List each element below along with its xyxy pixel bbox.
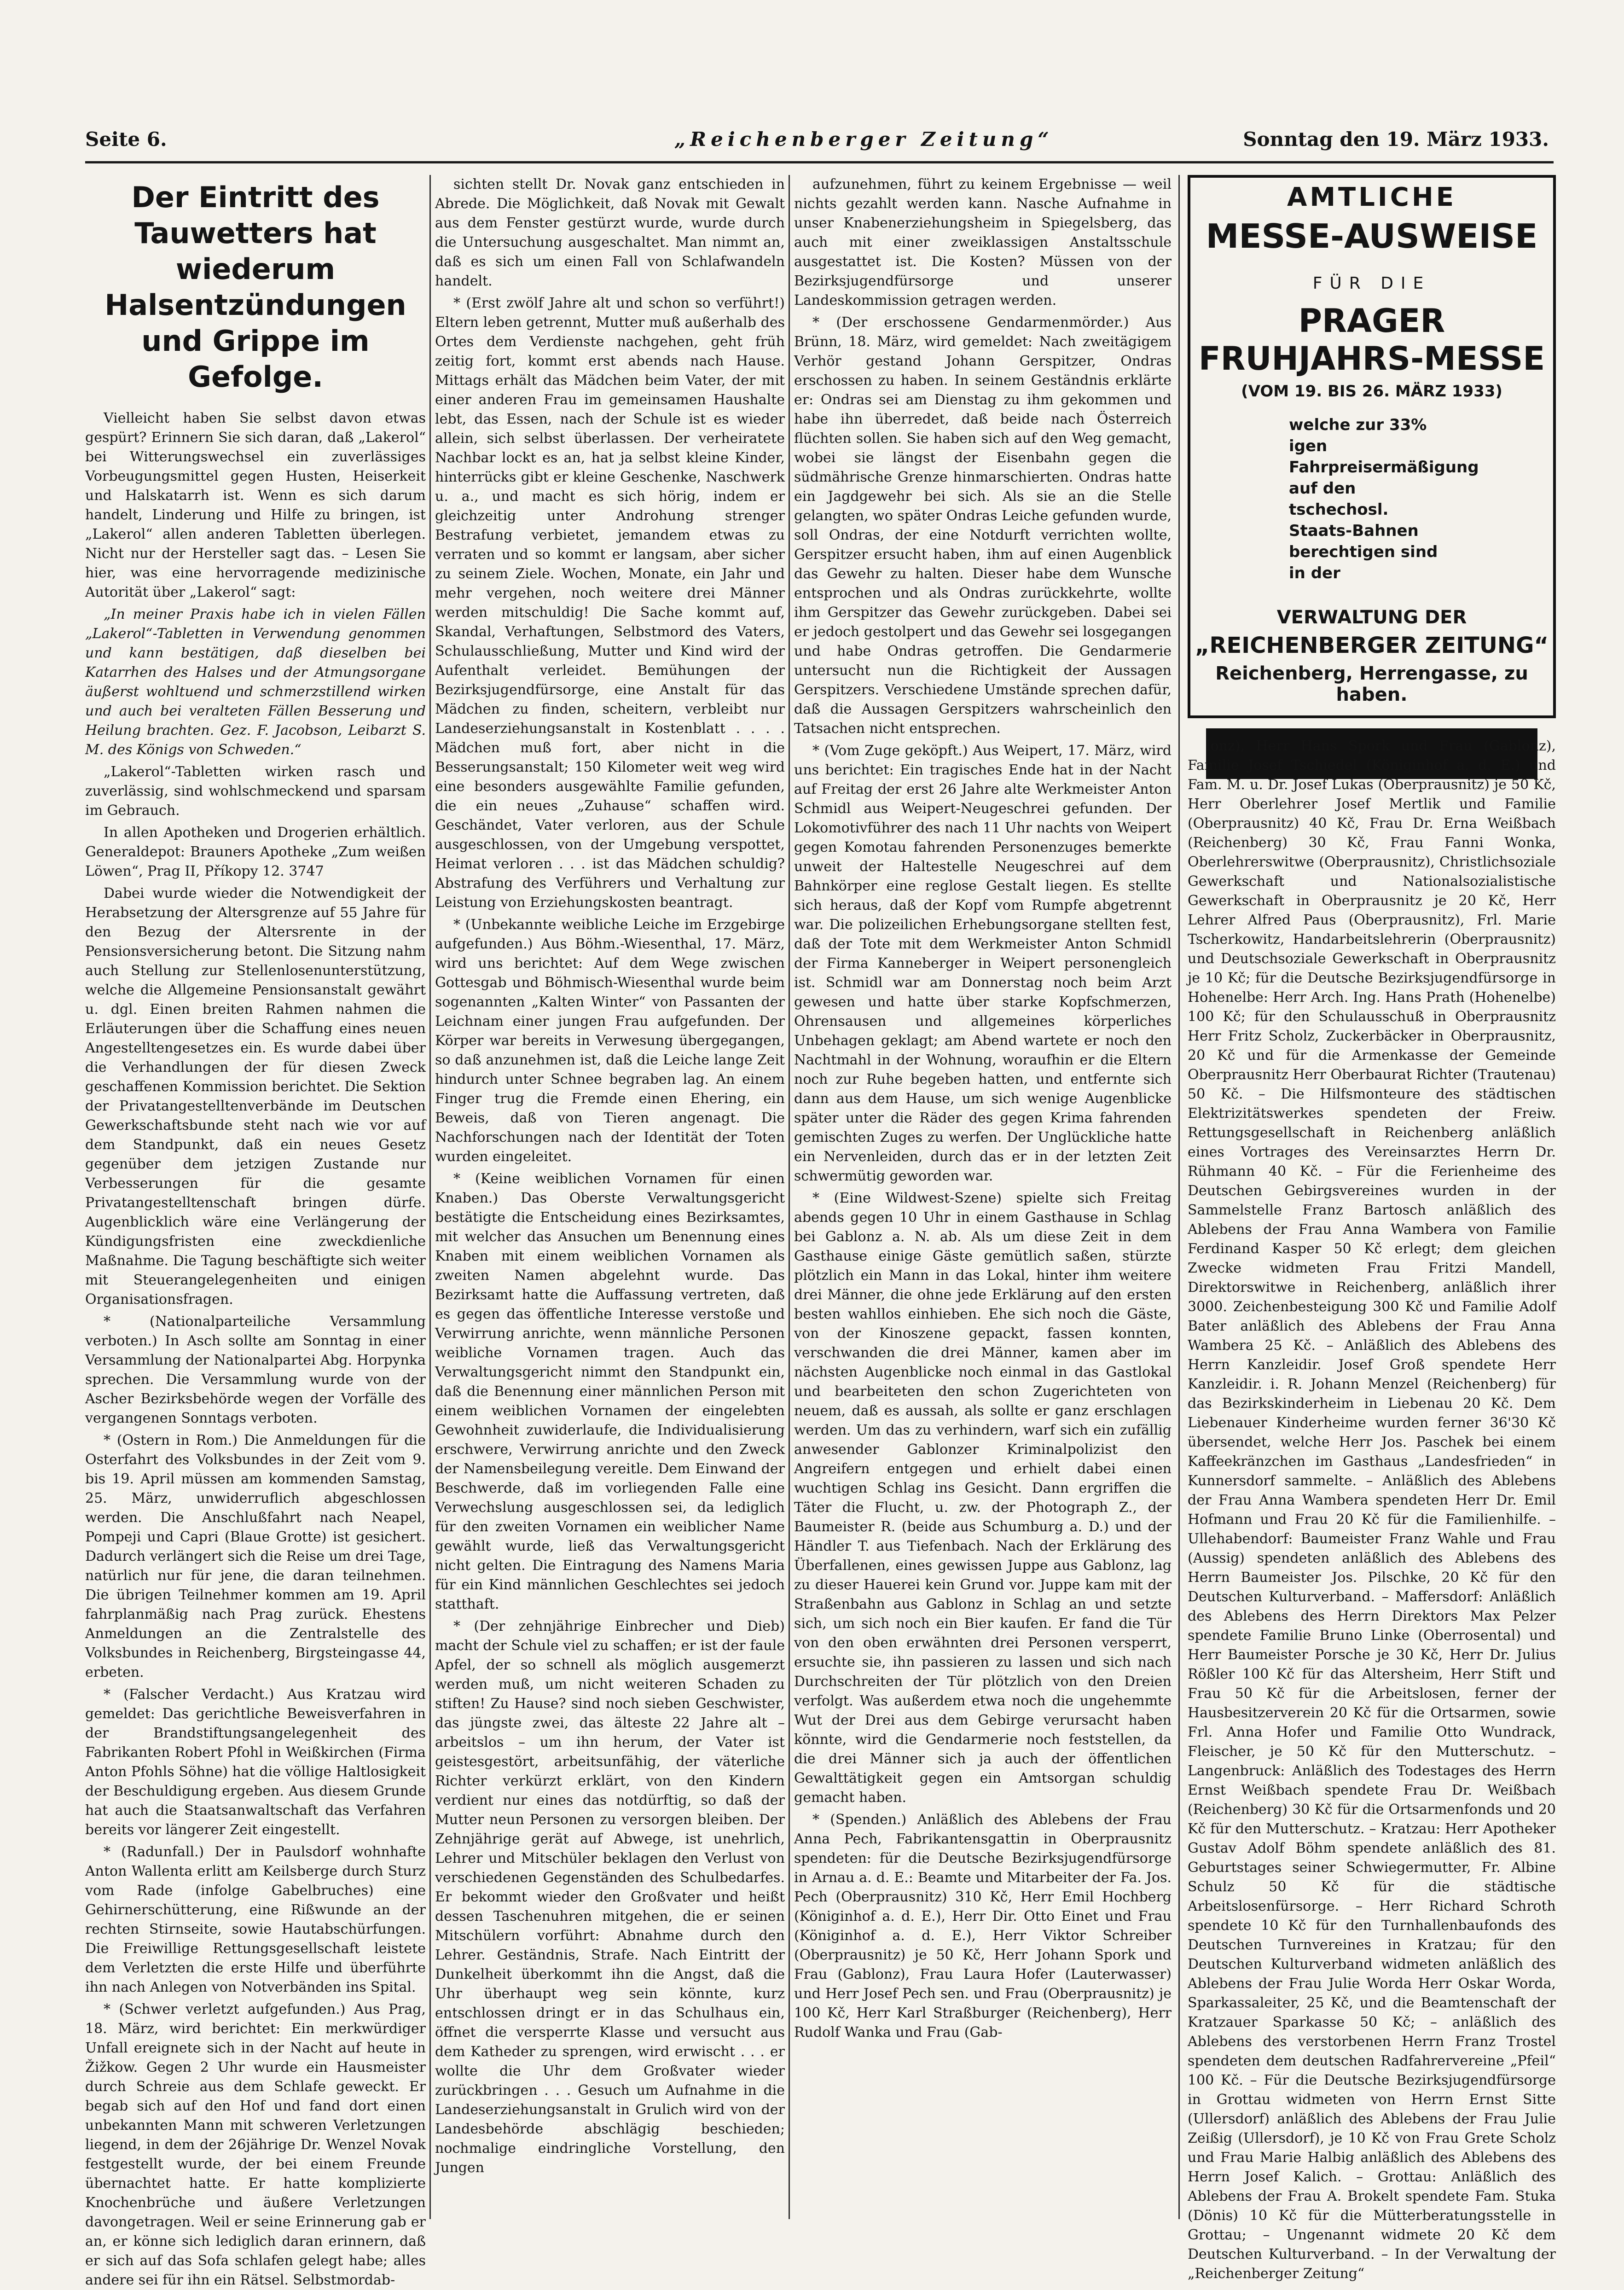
column-4 xyxy=(1188,737,1556,2282)
ad-line: AMTLICHE xyxy=(1287,182,1456,212)
article-quote: „In meiner Praxis habe ich in vielen Fällen „Lakerol“-Tabletten in Verwendung genommen und kann bestätigen, daß dieselben bei Katarrhen des Halses und der Atmungsorgane äußerst wohltuend und schmerzstillend wirken und auch bei veralteten Fällen Besserung und Heilung brachten. Gez. F. Jacobson, Leibarzt S. M. des Königs von Schweden.“ xyxy=(85,606,426,758)
article-paragraph: Vielleicht haben Sie selbst davon etwas gespürt? Erinnern Sie sich daran, daß „Lakerol“ bei Witterungswechsel ein zuverlässiges Vorbeugungsmittel gegen Husten, Heiserkeit und Halskatarrh ist. Wenn es sich darum handelt, Linderung und Hilfe zu bringen, ist „Lakerol“ allen anderen Tabletten überlegen. Nicht nur der Hersteller sagt das. – Lesen Sie hier, was eine hervorragende medizinische Autorität über „Lakerol“ sagt: xyxy=(85,410,426,600)
column-3 xyxy=(794,175,1172,2219)
ad-line: „REICHENBERGER ZEITUNG“ xyxy=(1195,633,1549,658)
article-paragraph: * (Spenden.) Anläßlich des Ablebens der Frau Anna Pech, Fabrikantensgattin in Oberprausnitz spendeten: für die Deutsche Bezirksjugendfürsorge in Arnau a. d. E.: Beamte und Mitarbeiter der Fa. Jos. Pech (Oberprausnitz) 310 Kč, Herr Emil Hochberg (Königinhof a. d. E.), Herr Dir. Otto Einet und Frau (Königinhof a. d. E.), Herr Viktor Schreiber (Oberprausnitz) je 50 Kč, Herr Johann Spork und Frau (Gablonz), Frau Laura Hofer (Lauterwasser) und Herr Josef Pech sen. und Frau (Oberprausnitz) je 100 Kč, Herr Karl Straßburger (Reichenberg), Herr Rudolf Wanka und Frau (Gab- xyxy=(794,1812,1172,2040)
article-paragraph: sichten stellt Dr. Novak ganz entschieden in Abrede. Die Möglichkeit, daß Novak mit Gewalt aus dem Fenster gestürzt wurde, wurde durch die Untersuchung ausgeschaltet. Man nimmt an, daß es sich um einen Fall von Schlafwandeln handelt. xyxy=(435,176,785,289)
column-rule xyxy=(789,175,790,2219)
article-paragraph: * (Der erschossene Gendarmenmörder.) Aus Brünn, 18. März, wird gemeldet: Nach zweitägigem Verhör gestand Johann Gerspitzer, Ondras erschossen zu haben. In seinem Geständnis erklärte er: Ondras sei am Dienstag zu ihm gekommen und habe ihn überredet, daß beide nach Österreich flüchten sollen. Sie haben sich auf den Weg gemacht, wobei sie längst der Eisenbahn gegen die südmährische Grenze hinmarschierten. Ondras hatte ein Jagdgewehr bei sich. Als sie an die Stelle gelangten, wo später Ondras Leiche gefunden wurde, soll Ondras, der eine Notdurft verrichten wollte, Gerspitzer ersucht haben, ihm auf einen Augenblick das Gewehr zu halten. Dieser habe dem Wunsche entsprochen und als Ondras zurückkehrte, wollte ihm Gerspitzer das Gewehr zurückgeben. Dabei sei er jedoch gestolpert und das Gewehr sei losgegangen und habe Ondras getroffen. Die Gendarmerie untersucht nun die Richtigkeit der Aussagen Gerspitzers. Verschiedene Umstände sprechen dafür, daß die Aussagen Gerspitzers wahrscheinlich den Tatsachen nicht entsprechen. xyxy=(794,314,1172,737)
ad-line: FÜR DIE xyxy=(1312,274,1431,293)
ad-line: FRUHJAHRS-MESSE xyxy=(1198,340,1545,378)
article-paragraph: * (Erst zwölf Jahre alt und schon so verführt!) Eltern leben getrennt, Mutter muß außerhalb des Ortes dem Verdienste nachgehen, geht früh zeitig fort, kommt erst abends nach Hause. Mittags erhält das Mädchen beim Vater, der mit einer anderen Frau im gemeinsamen Haushalte lebt, das Essen, nach der Schule ist es wieder allein, sich selbst überlassen. Der verheiratete Nachbar lockt es an, hat ja selbst kleine Kinder, hinterrücks gibt er kleine Geschenke, Naschwerk u. a., und macht es sich hörig, indem er gleichzeitig unter Androhung strenger Bestrafung verbietet, jemandem etwas zu verraten und so kommt er langsam, aber sicher zu seinem Ziele. Wochen, Monate, ein Jahr und mehr vergehen, noch weitere drei Männer werden mitschuldig! Die Sache kommt auf, Skandal, Verhaftungen, Selbstmord des Vaters, Schulausschließung, Mutter und Kind wird der Aufenthalt verleidet. Bemühungen der Bezirksjugendfürsorge, eine Anstalt für das Mädchen zu finden, scheitern, verbleibt nur Landeserziehungsanstalt in Kostenblatt . . . . Mädchen muß fort, aber nicht in die Besserungsanstalt; 150 Kilometer weit weg wird eine besonders ausgewählte Familie gefunden, die ein neues „Zuhause“ schaffen wird. Geschändet, Vater verloren, aus der Schule ausgeschlossen, von der Umgebung verspottet, Heimat verloren . . . ist das Mädchen schuldig? Abstrafung des Verführers und Verhaltung zur Leistung von Erziehungskosten beantragt. xyxy=(435,295,785,911)
column-rule xyxy=(429,175,431,2219)
issue-date: Sonntag den 19. März 1933. xyxy=(1243,128,1549,151)
article-paragraph: * (Der zehnjährige Einbrecher und Dieb) macht der Schule viel zu schaffen; er ist der faule Apfel, der so schnell als möglich ausgemerzt werden muß, um nicht weiteren Schaden zu stiften! Zu Hause? sind noch sieben Geschwister, das jüngste zwei, das älteste 22 Jahre alt – arbeitslos – um ihn herum, der Vater ist geistesgestört, arbeitsunfähig, der väterliche Richter verkürzt erklärt, von den Kindern verdient nur eines das notdürftig, so daß der Mutter neun Personen zu versorgen bleiben. Der Zehnjährige gerät auf Abwege, ist unehrlich, Lehrer und Mitschüler beklagen den Verlust von verschiedenen Gegenständen des Schulbedarfes. Er bekommt wieder den Großvater und heißt dessen Taschenuhren mitgehen, die er seinen Mitschülern vorführt: Abnahme durch den Lehrer. Geständnis, Strafe. Nach Eintritt der Dunkelheit überkommt ihn die Angst, daß die Uhr überhaupt weg sein könnte, kurz entschlossen dringt er in das Schulhaus ein, öffnet die versperrte Klasse und versucht aus dem Katheder zu sprengen, wird erwischt . . . er wollte die Uhr dem Großvater wieder zurückbringen . . . Gesuch um Aufnahme in die Landeserziehungsanstalt in Grulich wird von der Landesbehörde abschlägig beschieden; nochmalige eindringliche Vorstellung, den Jungen xyxy=(435,1618,785,2176)
article-paragraph: * (Nationalparteiliche Versammlung verboten.) In Asch sollte am Sonntag in einer Versammlung der Nationalpartei Abg. Horpynka sprechen. Die Versammlung wurde von der Ascher Bezirksbehörde wegen der Vorfälle des vergangenen Sonntags verboten. xyxy=(85,1314,426,1426)
ad-line: Reichenberg, Herrengasse, zu haben. xyxy=(1215,663,1528,705)
article-paragraph: * (Ostern in Rom.) Die Anmeldungen für die Osterfahrt des Volksbundes in der Zeit vom 9. bis 19. April müssen am kommenden Samstag, 25. März, unwiderruflich abgeschlossen werden. Die Anschlußfahrt nach Neapel, Pompeji und Capri (Blaue Grotte) ist gesichert. Dadurch verlängert sich die Reise um drei Tage, natürlich nur für jene, die daran teilnehmen. Die übrigen Teilnehmer kommen am 19. April fahrplanmäßig nach Prag zurück. Ehestens Anmeldungen an die Zentralstelle des Volksbundes in Reichenberg, Birgsteingasse 44, erbeten. xyxy=(85,1432,426,1680)
article-paragraph: Dabei wurde wieder die Notwendigkeit der Herabsetzung der Altersgrenze auf 55 Jahre für den Bezug der Altersrente in der Pensionsversicherung betont. Die Sitzung nahm auch Stellung zur Stellenlosenunterstützung, welche die Allgemeine Pensionsanstalt gewährt u. dgl. Einen breiten Rahmen nahmen die Erläuterungen über die Schaffung eines neuen Angestelltengesetzes ein. Es wurde dabei über die Verhandlungen der für diesen Zweck geschaffenen Kommission berichtet. Die Sektion der Privatangestelltenverbände im Deutschen Gewerkschaftsbunde steht nach wie vor auf dem Standpunkt, daß ein neues Gesetz gegenüber dem jetzigen Zustande nur Verbesserungen für die gesamte Privatangestelltenschaft bringen dürfe. Augenblicklich wäre eine Verlängerung der Kündigungsfristen eine zweckdienliche Maßnahme. Die Tagung beschäftigte sich weiter mit Steuerangelegenheiten und einigen Organisationsfragen. xyxy=(85,885,426,1308)
lakerol-headline: Der Eintritt des Tauwetters hat wiederum Halsentzündungen und Grippe im Gefolge. xyxy=(104,180,406,394)
article-paragraph: * (Schwer verletzt aufgefunden.) Aus Prag, 18. März, wird berichtet: Ein merkwürdiger Unfall ereignete sich in der Nacht auf heute in Žižkow. Gegen 2 Uhr wurde ein Hausmeister durch Schreie aus dem Schlafe geweckt. Er begab sich auf den Hof und fand dort einen unbekannten Mann mit schweren Verletzungen liegend, in dem der 26jährige Dr. Wenzel Novak festgestellt wurde, der bei einem Freunde übernachtet hatte. Er hatte komplizierte Knochenbrüche und äußere Verletzungen davongetragen. Weil er seine Erinnerung gab er an, er könne sich lediglich daran erinnern, daß er sich auf das Sofa schlafen gelegt habe; alles andere sei für ihn ein Rätsel. Selbstmordab- xyxy=(85,2001,426,2288)
article-paragraph: * (Eine Wildwest-Szene) spielte sich Freitag abends gegen 10 Uhr in einem Gasthause in Schlag bei Gablonz a. N. ab. Als um diese Zeit in dem Gasthause einige Gäste gemütlich saßen, stürzte plötzlich ein Mann in das Lokal, hinter ihm weitere drei Männer, die ohne jede Erklärung auf den ersten besten wahllos einhieben. Ehe sich noch die Gäste, von der Kinoszene gepackt, fassen konnten, verschwanden die drei Männer, kamen aber im nächsten Augenblicke noch einmal in das Gastlokal und bearbeiteten den schon Zugerichteten von neuem, daß es aussah, als sollte er ganz erschlagen werden. Um das zu verhindern, warf sich ein zufällig anwesender Gablonzer Kriminalpolizist den Angreifern entgegen und erhielt dabei einen wuchtigen Schlag ins Gesicht. Dann ergriffen die Täter die Flucht, u. zw. der Photograph Z., der Baumeister R. (beide aus Schumburg a. D.) und der Händler T. aus Tiefenbach. Nach der Erklärung des Überfallenen, eines gewissen Juppe aus Gablonz, lag zu dieser Hauerei kein Grund vor. Juppe kam mit der Straßenbahn aus Gablonz in Schlag an und setzte sich, um sich noch ein Bier kaufen. Er fand die Tür von den oben erwähnten drei Personen versperrt, ersuchte sie, ihn passieren zu lassen und sich nach Durchschreiten der Tür plötzlich von den Dreien verfolgt. Was außerdem etwa noch die ungehemmte Wut der Drei aus dem Gebirge verursacht haben könnte, wird die Gendarmerie noch feststellen, da die drei Männer sich ja auch der öffentlichen Gewalttätigkeit gegen ein Amtsorgan schuldig gemacht haben. xyxy=(794,1190,1172,1806)
column-rule xyxy=(1178,175,1180,2219)
page-header xyxy=(85,124,1554,163)
article-paragraph: aufzunehmen, führt zu keinem Ergebnisse — weil nichts gezahlt werden kann. Nasche Aufnahme in unser Knabenerziehungsheim in Spiegelsberg, das auch mit einer zweiklassigen Anstaltsschule ausgestattet ist. Die Kosten? Müssen von der Bezirksjugendfürsorge und unserer Landeskommission getragen werden. xyxy=(794,176,1172,308)
ad-line: welche zur 33% igen Fahrpreisermäßigung auf den tschechosl. Staats-Bahnen berechtigen sind in der xyxy=(1289,416,1479,582)
ad-line: MESSE-AUSWEISE xyxy=(1206,217,1538,256)
article-paragraph: lonz), Herr Hans Spork und Frau (Gablonz), Familie Josef Tschiedel (Königinhof a. d. E.) und Fam. M. u. Dr. Josef Lukas (Oberprausnitz) je 50 Kč, Herr Oberlehrer Josef Mertlik und Familie (Oberprausnitz) 40 Kč, Frau Dr. Erna Weißbach (Reichenberg) 30 Kč, Frau Fanni Wonka, Oberlehrerswitwe (Oberprausnitz), Christlichsoziale Gewerkschaft und Nationalsozialistische Gewerkschaft in Oberprausnitz je 20 Kč, Herr Lehrer Alfred Paus (Oberprausnitz), Frl. Marie Tscherkowitz, Handarbeitslehrerin (Oberprausnitz) und Deutschsoziale Gewerkschaft in Oberprausnitz je 10 Kč; für die Deutsche Bezirksjugendfürsorge in Hohenelbe: Herr Arch. Ing. Hans Prath (Hohenelbe) 100 Kč; für den Schulausschuß in Oberprausnitz Herr Fritz Scholz, Zuckerbäcker in Oberprausnitz, 20 Kč und für die Armenkasse der Gemeinde Oberprausnitz Herr Oberbaurat Richter (Trautenau) 50 Kč. – Die Hilfsmonteure des städtischen Elektrizitätswerkes spendeten der Freiw. Rettungsgesellschaft in Reichenberg anläßlich eines Vortrages des Vereinsarztes Herrn Dr. Rühmann 40 Kč. – Für die Ferienheime des Deutschen Gebirgsvereines wurden in der Sammelstelle Franz Bartosch anläßlich des Ablebens der Frau Anna Wambera von Familie Ferdinand Kasper 50 Kč erlegt; dem gleichen Zwecke widmeten Frau Fritzi Mandell, Direktorswitwe in Reichenberg, anläßlich ihrer 3000. Zeichenbesteigung 300 Kč und Familie Adolf Bater anläßlich des Ablebens der Frau Anna Wambera 25 Kč. – Anläßlich des Ablebens des Herrn Kanzleidir. Josef Groß spendete Herr Kanzleidir. i. R. Johann Menzel (Reichenberg) für das Bezirkskinderheim in Liebenau 20 Kč. Dem Liebenauer Kinderheime wurden ferner 36'30 Kč übersendet, welche Herr Jos. Paschek bei einem Kaffeekränzchen im Gasthaus „Landesfrieden“ in Kunnersdorf sammelte. – Anläßlich des Ablebens der Frau Anna Wambera spendeten Herr Dr. Emil Hofmann und Frau 20 Kč für die Familienhilfe. – Ullehabendorf: Baumeister Franz Wahle und Frau (Aussig) spendeten anläßlich des Ablebens des Herrn Baumeister Jos. Pilschke, 20 Kč für den Deutschen Kulturverband. – Maffersdorf: Anläßlich des Ablebens des Herrn Direktors Max Pelzer spendete Familie Bruno Linke (Oberrosental) und Herr Baumeister Porsche je 30 Kč, Herr Dr. Julius Rößler 100 Kč für das Altersheim, Herr Stift und Frau 50 Kč für die Arbeitslosen, ferner der Hausbesitzerverein 20 Kč für die Ortsarmen, sowie Frl. Anna Hofer und Familie Otto Wundrack, Fleischer, je 50 Kč für den Mutterschutz. – Langenbruck: Anläßlich des Todestages des Herrn Ernst Weißbach spendete Frau Dr. Weißbach (Reichenberg) 30 Kč für die Ortsarmenfonds und 20 Kč für den Mutterschutz. – Kratzau: Herr Apotheker Gustav Adolf Böhm spendete anläßlich des 81. Geburtstages seiner Schwiegermutter, Fr. Albine Schulz 50 Kč für die städtische Arbeitslosenfürsorge. – Herr Richard Schroth spendete 10 Kč für den Turnhallenbaufonds des Deutschen Turnvereines in Kratzau; für den Deutschen Kulturverband widmeten anläßlich des Ablebens der Frau Julie Worda Herr Oskar Worda, Sparkassaleiter, 25 Kč, und die Beamtenschaft der Kratzauer Sparkasse 50 Kč; – anläßlich des Ablebens des verstorbenen Herrn Franz Trostel spendeten dem deutschen Radfahrervereine „Pfeil“ 100 Kč. – Für die Deutsche Bezirksjugendfürsorge in Grottau widmeten von Herrn Ernst Sitte (Ullersdorf) anläßlich des Ablebens der Frau Julie Zeißig (Ullersdorf), je 10 Kč von Frau Grete Scholz und Frau Marie Halbig anläßlich des Ablebens des Herrn Josef Kalich. – Grottau: Anläßlich des Ablebens der Frau A. Brokelt spendete Fam. Stuka (Dönis) 10 Kč für die Mütterberatungsstelle in Grottau; – Ungenannt widmete 20 Kč dem Deutschen Kulturverband. – In der Verwaltung der „Reichenberger Zeitung“ xyxy=(1188,738,1556,2282)
article-paragraph: * (Falscher Verdacht.) Aus Kratzau wird gemeldet: Das gerichtliche Beweisverfahren in der Brandstiftungsangelegenheit des Fabrikanten Robert Pfohl in Weißkirchen (Firma Anton Pfohls Söhne) hat die völlige Haltlosigkeit der Beschuldigung ergeben. Aus diesem Grunde hat auch die Staatsanwaltschaft das Verfahren bereits vor längerer Zeit eingestellt. xyxy=(85,1686,426,1838)
column-1 xyxy=(85,175,426,2288)
column-2 xyxy=(435,175,785,2219)
ad-line: VERWALTUNG DER xyxy=(1276,607,1467,628)
page-number: Seite 6. xyxy=(85,128,167,151)
masthead: „Reichenberger Zeitung“ xyxy=(674,128,1054,151)
article-paragraph: In allen Apotheken und Drogerien erhältlich. Generaldepot: Brauners Apotheke „Zum weißen Löwen“, Prag II, Příkopy 12. 3747 xyxy=(85,825,426,879)
ad-line: PRAGER xyxy=(1298,302,1445,340)
article-paragraph: * (Unbekannte weibliche Leiche im Erzgebirge aufgefunden.) Aus Böhm.-Wiesenthal, 17. März, wird uns berichtet: Auf dem Wege zwischen Gottesgab und Böhmisch-Wiesenthal wurde beim sogenannten „Kalten Winter“ von Passanten der Leichnam einer jungen Frau aufgefunden. Der Körper war bereits in Verwesung übergegangen, so daß anzunehmen ist, daß die Leiche lange Zeit hindurch unter Schnee begraben lag. An einem Finger trug die Fremde einen Ehering, ein Beweis, daß von Tieren angenagt. Die Nachforschungen nach der Identität der Toten wurden eingeleitet. xyxy=(435,917,785,1165)
article-paragraph: * (Radunfall.) Der in Paulsdorf wohnhafte Anton Wallenta erlitt am Keilsberge durch Sturz vom Rade (infolge Gabelbruches) eine Gehirnerschütterung, eine Rißwunde an der rechten Stirnseite, sowie Hautabschürfungen. Die Freiwillige Rettungsgesellschaft leistete dem Verletzten die erste Hilfe und überführte ihn nach Anlegen von Notverbänden ins Spital. xyxy=(85,1844,426,1995)
article-paragraph: * (Vom Zuge geköpft.) Aus Weipert, 17. März, wird uns berichtet: Ein tragisches Ende hat in der Nacht auf Freitag der erst 26 Jahre alte Werkmeister Anton Schmidl aus Weipert-Neugeschrei gefunden. Der Lokomotivführer des nach 11 Uhr nachts von Weipert gegen Komotau fahrenden Personenzuges bemerkte unweit der Haltestelle Neugeschrei auf dem Bahnkörper eine reglose Gestalt liegen. Es stellte sich heraus, daß der Kopf vom Rumpfe abgetrennt war. Die polizeilichen Erhebungsorgane stellten fest, daß der Tote mit dem Werkmeister Anton Schmidl der Firma Kanneberger in Weipert personengleich ist. Schmidl war am Donnerstag noch beim Arzt gewesen und hatte über starke Kopfschmerzen, Ohrensausen und allgemeines körperliches Unbehagen geklagt; am Abend wartete er noch den Nachtmahl in der Wohnung, woraufhin er die Eltern noch zur Ruhe begeben hatten, und entfernte sich dann aus dem Hause, um sich wenige Augenblicke später unter die Räder des gegen Krima fahrenden gemischten Zuges zu werfen. Der Unglückliche hatte ein Nervenleiden, durch das er in der letzten Zeit schwermütig geworden war. xyxy=(794,743,1172,1184)
article-paragraph: * (Keine weiblichen Vornamen für einen Knaben.) Das Oberste Verwaltungsgericht bestätigte die Entscheidung eines Bezirksamtes, mit welcher das Ansuchen um Benennung eines Knaben mit einem weiblichen Vornamen als zweiten Namen abgelehnt wurde. Das Bezirksamt hatte die Auffassung vertreten, daß es gegen das öffentliche Interesse verstoße und Verwirrung anrichte, wenn männliche Personen weibliche Vornamen tragen. Auch das Verwaltungsgericht nimmt den Standpunkt ein, daß die Benennung einer männlichen Person mit einem weiblichen Vornamen der eingelebten Gewohnheit zuwiderlaufe, die Individualisierung erschwere, Verwirrung anrichte und den Zweck der Namensbeilegung vereitle. Dem Einwand der Beschwerde, daß im vorliegenden Falle eine Verwechslung ausgeschlossen sei, da lediglich für den zweiten Vornamen ein weiblicher Name gewählt wurde, ließ das Verwaltungsgericht nicht gelten. Die Eintragung des Namens Maria für ein Kind männlichen Geschlechtes sei jedoch statthaft. xyxy=(435,1171,785,1612)
ad-line: (VOM 19. BIS 26. MÄRZ 1933) xyxy=(1241,382,1502,401)
article-paragraph: „Lakerol“-Tabletten wirken rasch und zuverlässig, sind wohlschmeckend und sparsam im Gebrauch. xyxy=(85,764,426,819)
messe-advertisement xyxy=(1188,175,1556,718)
